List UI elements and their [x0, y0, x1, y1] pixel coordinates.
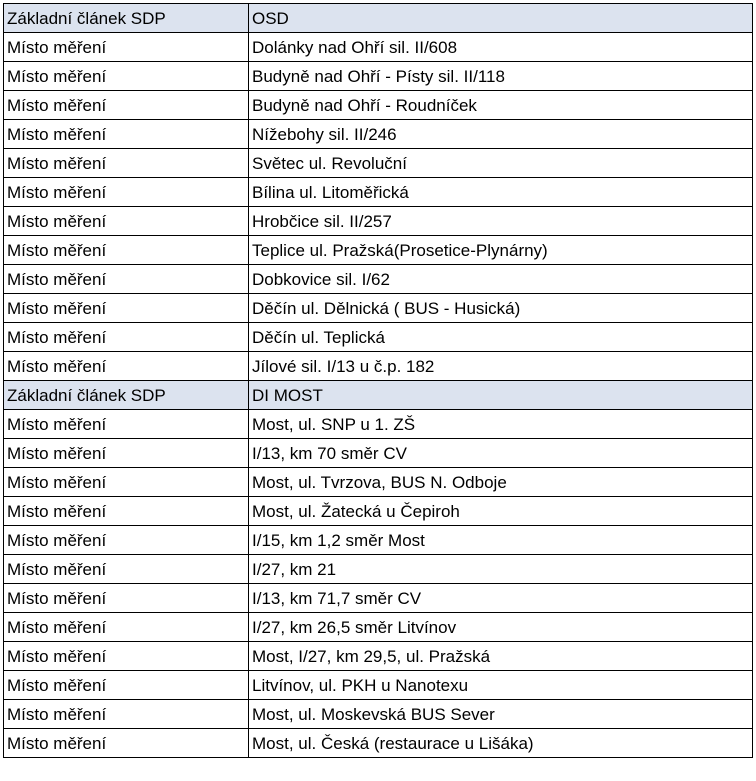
row-type-cell[interactable]: Místo měření [4, 207, 249, 236]
row-location-cell[interactable]: I/15, km 1,2 směr Most [249, 526, 753, 555]
table-row [4, 468, 753, 497]
table-row [4, 149, 753, 178]
row-location-cell[interactable]: Most, ul. Česká (restaurace u Lišáka) [249, 729, 753, 758]
row-type-cell[interactable]: Místo měření [4, 178, 249, 207]
section-header-row [4, 4, 753, 33]
row-location-cell[interactable]: Most, ul. Žatecká u Čepiroh [249, 497, 753, 526]
row-location-cell[interactable]: Děčín ul. Teplická [249, 323, 753, 352]
table-row [4, 352, 753, 381]
row-type-cell[interactable]: Místo měření [4, 642, 249, 671]
section-header-name[interactable]: OSD [249, 4, 753, 33]
table-row [4, 584, 753, 613]
row-type-cell[interactable]: Místo měření [4, 149, 249, 178]
row-type-cell[interactable]: Místo měření [4, 468, 249, 497]
row-location-cell[interactable]: Děčín ul. Dělnická ( BUS - Husická) [249, 294, 753, 323]
row-type-cell[interactable]: Místo měření [4, 613, 249, 642]
row-type-cell[interactable]: Místo měření [4, 62, 249, 91]
row-location-cell[interactable]: Most, ul. Tvrzova, BUS N. Odboje [249, 468, 753, 497]
row-location-cell[interactable]: I/13, km 70 směr CV [249, 439, 753, 468]
row-location-cell[interactable]: I/27, km 21 [249, 555, 753, 584]
section-header-label[interactable]: Základní článek SDP [4, 381, 249, 410]
row-type-cell[interactable]: Místo měření [4, 526, 249, 555]
row-location-cell[interactable]: Dolánky nad Ohří sil. II/608 [249, 33, 753, 62]
row-type-cell[interactable]: Místo měření [4, 497, 249, 526]
table-row [4, 120, 753, 149]
table-row [4, 497, 753, 526]
table-row [4, 91, 753, 120]
row-location-cell[interactable]: Most, I/27, km 29,5, ul. Pražská [249, 642, 753, 671]
row-type-cell[interactable]: Místo měření [4, 555, 249, 584]
row-type-cell[interactable]: Místo měření [4, 91, 249, 120]
row-type-cell[interactable]: Místo měření [4, 700, 249, 729]
row-location-cell[interactable]: Litvínov, ul. PKH u Nanotexu [249, 671, 753, 700]
table-row [4, 178, 753, 207]
row-location-cell[interactable]: Dobkovice sil. I/62 [249, 265, 753, 294]
row-type-cell[interactable]: Místo měření [4, 671, 249, 700]
table-body [4, 4, 753, 758]
section-header-label[interactable]: Základní článek SDP [4, 4, 249, 33]
table-row [4, 294, 753, 323]
row-location-cell[interactable]: Bílina ul. Litoměřická [249, 178, 753, 207]
row-type-cell[interactable]: Místo měření [4, 294, 249, 323]
table-row [4, 555, 753, 584]
table-row [4, 526, 753, 555]
row-location-cell[interactable]: Most, ul. Moskevská BUS Sever [249, 700, 753, 729]
row-location-cell[interactable]: Hrobčice sil. II/257 [249, 207, 753, 236]
measurement-points-table [3, 3, 753, 758]
table-row [4, 265, 753, 294]
row-type-cell[interactable]: Místo měření [4, 410, 249, 439]
row-location-cell[interactable]: I/27, km 26,5 směr Litvínov [249, 613, 753, 642]
table-row [4, 62, 753, 91]
row-type-cell[interactable]: Místo měření [4, 265, 249, 294]
section-header-name[interactable]: DI MOST [249, 381, 753, 410]
row-type-cell[interactable]: Místo měření [4, 323, 249, 352]
row-type-cell[interactable]: Místo měření [4, 120, 249, 149]
row-location-cell[interactable]: I/13, km 71,7 směr CV [249, 584, 753, 613]
table-row [4, 439, 753, 468]
row-type-cell[interactable]: Místo měření [4, 439, 249, 468]
table-row [4, 729, 753, 758]
section-header-row [4, 381, 753, 410]
row-location-cell[interactable]: Teplice ul. Pražská(Prosetice-Plynárny) [249, 236, 753, 265]
row-location-cell[interactable]: Budyně nad Ohří - Písty sil. II/118 [249, 62, 753, 91]
row-type-cell[interactable]: Místo měření [4, 352, 249, 381]
table-row [4, 642, 753, 671]
table-row [4, 613, 753, 642]
table-row [4, 700, 753, 729]
row-location-cell[interactable]: Světec ul. Revoluční [249, 149, 753, 178]
row-type-cell[interactable]: Místo měření [4, 729, 249, 758]
table-row [4, 323, 753, 352]
table-row [4, 236, 753, 265]
row-type-cell[interactable]: Místo měření [4, 33, 249, 62]
row-location-cell[interactable]: Budyně nad Ohří - Roudníček [249, 91, 753, 120]
row-location-cell[interactable]: Jílové sil. I/13 u č.p. 182 [249, 352, 753, 381]
table-row [4, 671, 753, 700]
row-location-cell[interactable]: Most, ul. SNP u 1. ZŠ [249, 410, 753, 439]
table-row [4, 33, 753, 62]
table-row [4, 410, 753, 439]
row-type-cell[interactable]: Místo měření [4, 584, 249, 613]
table-row [4, 207, 753, 236]
row-location-cell[interactable]: Nížebohy sil. II/246 [249, 120, 753, 149]
row-type-cell[interactable]: Místo měření [4, 236, 249, 265]
